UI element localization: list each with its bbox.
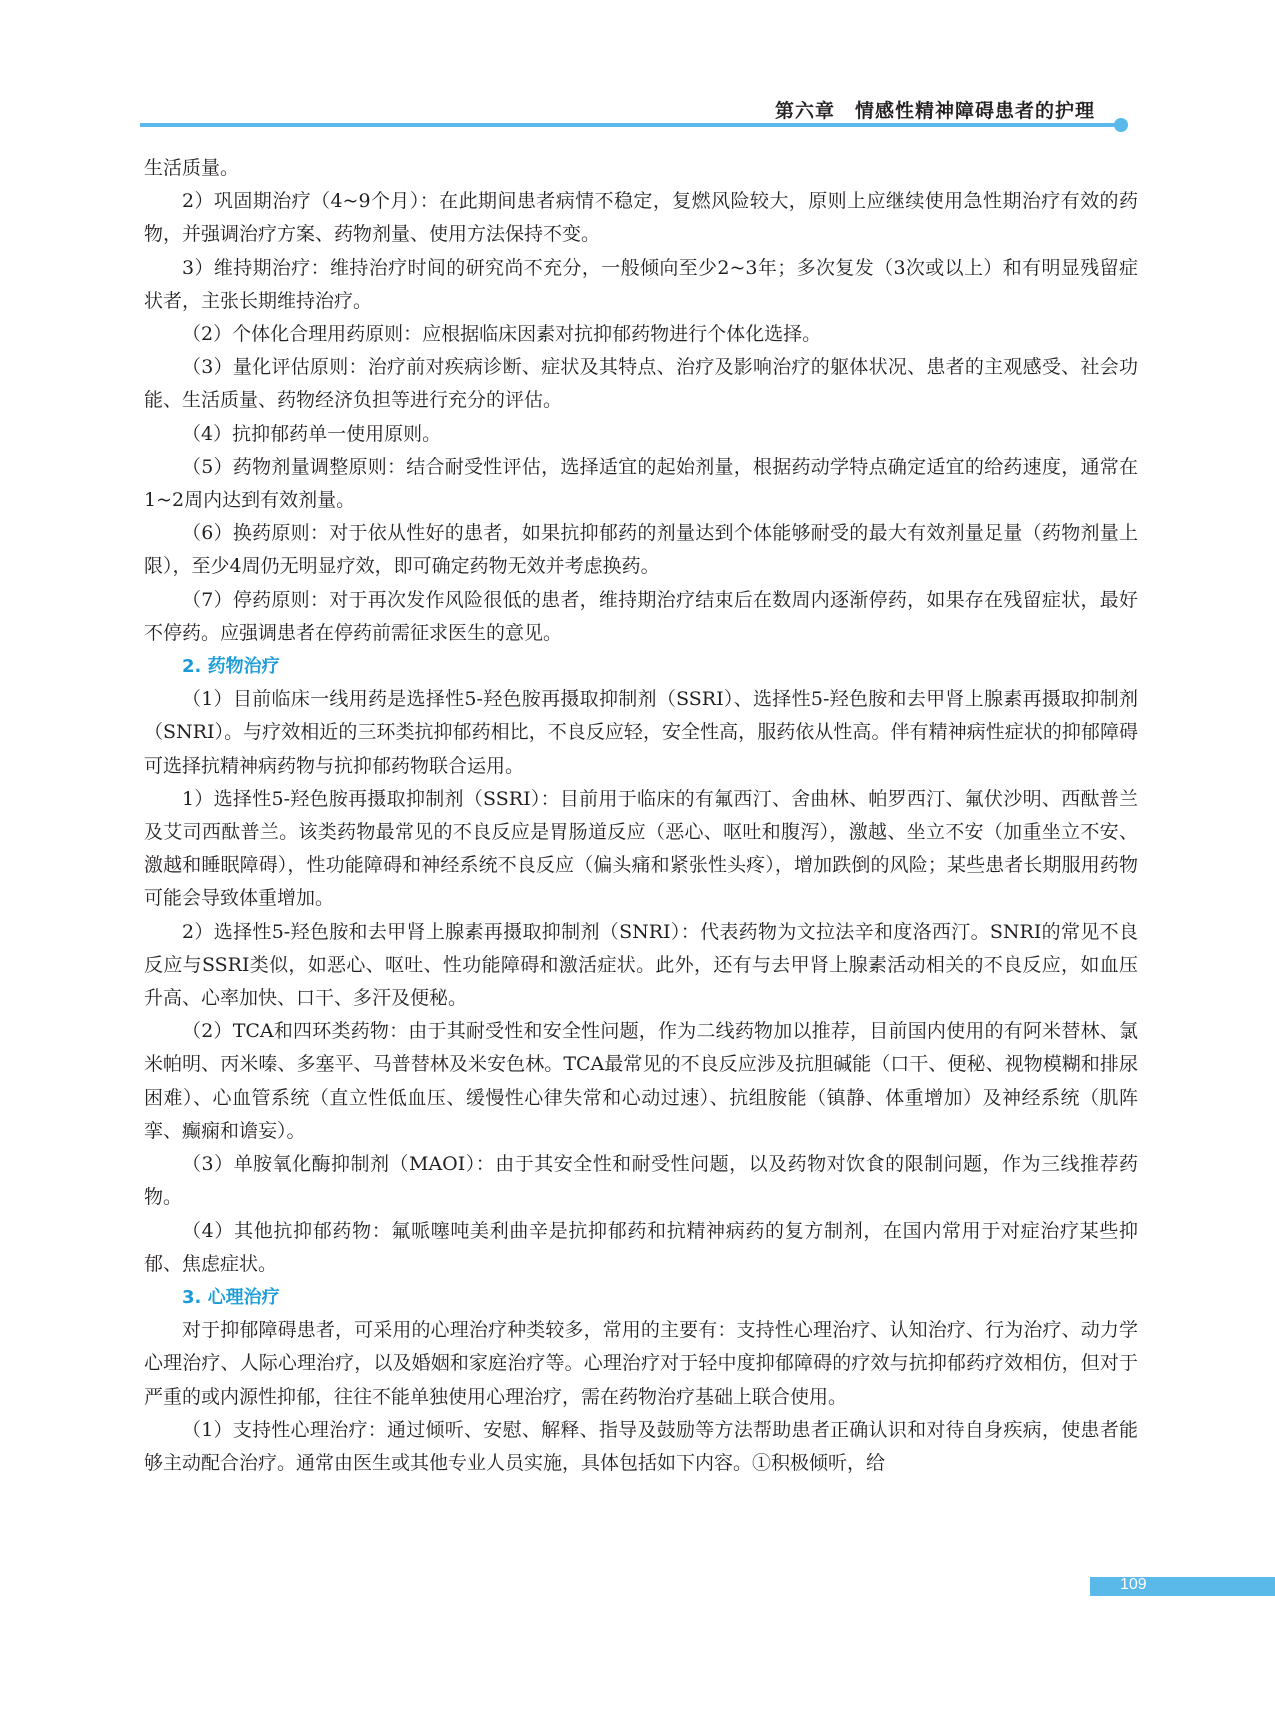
- page-number: 109: [1120, 1576, 1147, 1593]
- paragraph: （5）药物剂量调整原则：结合耐受性评估，选择适宜的起始剂量，根据药动学特点确定适宜的给药速度，通常在1~2周内达到有效剂量。: [144, 455, 1138, 512]
- paragraph: （3）量化评估原则：治疗前对疾病诊断、症状及其特点、治疗及影响治疗的躯体状况、患者的主观感受、社会功能、生活质量、药物经济负担等进行充分的评估。: [144, 356, 1138, 412]
- paragraph-continued: 生活质量。: [144, 157, 240, 179]
- paragraph: （3）单胺氧化酶抑制剂（MAOI）：由于其安全性和耐受性问题，以及药物对饮食的限制问题，作为三线推荐药物。: [144, 1153, 1138, 1209]
- header-rule: [140, 123, 1120, 127]
- paragraph: （4）抗抑郁药单一使用原则。: [182, 422, 442, 445]
- paragraph: （2）个体化合理用药原则：应根据临床因素对抗抑郁药物进行个体化选择。: [182, 323, 822, 346]
- header-dot: [1114, 118, 1128, 132]
- paragraph: 对于抑郁障碍患者，可采用的心理治疗种类较多，常用的主要有：支持性心理治疗、认知治疗、行为治疗、动力学心理治疗、人际心理治疗，以及婚姻和家庭治疗等。心理治疗对于轻中度抑郁障碍的疗效与抗抑郁药疗效相仿，但对于严重的或内源性抑郁，往往不能单独使用心理治疗，需在药物治疗基础上联合使用。: [144, 1319, 1138, 1408]
- paragraph: 2）选择性5-羟色胺和去甲肾上腺素再摄取抑制剂（SNRI）：代表药物为文拉法辛和度洛西汀。SNRI的常见不良反应与SSRI类似，如恶心、呕吐、性功能障碍和激活症状。此外，还有与去甲肾上腺素活动相关的不良反应，如血压升高、心率加快、口干、多汗及便秘。: [144, 920, 1138, 1010]
- page-number-bar: [1090, 1577, 1275, 1596]
- section-heading-drug-therapy: 2. 药物治疗: [182, 656, 280, 678]
- page-body: [144, 152, 1138, 1480]
- paragraph: （2）TCA和四环类药物：由于其耐受性和安全性问题，作为二线药物加以推荐，目前国内使用的有阿米替林、氯米帕明、丙米嗪、多塞平、马普替林及米安色林。TCA最常见的不良反应涉及抗胆碱能（口干、便秘、视物模糊和排尿困难）、心血管系统（直立性低血压、缓慢性心律失常和心动过速）、抗组胺能（镇静、体重增加）及神经系统（肌阵挛、癫痫和谵妄）。: [144, 1020, 1138, 1142]
- paragraph: （7）停药原则：对于再次发作风险很低的患者，维持期治疗结束后在数周内逐渐停药，如果存在残留症状，最好不停药。应强调患者在停药前需征求医生的意见。: [144, 588, 1138, 644]
- chapter-header-title: 第六章 情感性精神障碍患者的护理: [774, 100, 1095, 122]
- paragraph: （6）换药原则：对于依从性好的患者，如果抗抑郁药的剂量达到个体能够耐受的最大有效剂量足量（药物剂量上限），至少4周仍无明显疗效，即可确定药物无效并考虑换药。: [144, 522, 1138, 578]
- paragraph: 3）维持期治疗：维持治疗时间的研究尚不充分，一般倾向至少2~3年；多次复发（3次或以上）和有明显残留症状者，主张长期维持治疗。: [144, 256, 1138, 312]
- paragraph: （1）目前临床一线用药是选择性5-羟色胺再摄取抑制剂（SSRI）、选择性5-羟色胺和去甲肾上腺素再摄取抑制剂（SNRI）。与疗效相近的三环类抗抑郁药相比，不良反应轻，安全性高，服药依从性高。伴有精神病性症状的抑郁障碍可选择抗精神病药物与抗抑郁药物联合运用。: [144, 688, 1138, 777]
- paragraph: （4）其他抗抑郁药物：氟哌噻吨美利曲辛是抗抑郁药和抗精神病药的复方制剂，在国内常用于对症治疗某些抑郁、焦虑症状。: [144, 1219, 1138, 1275]
- section-heading-psychotherapy: 3. 心理治疗: [182, 1286, 280, 1308]
- paragraph: 2）巩固期治疗（4~9个月）：在此期间患者病情不稳定，复燃风险较大，原则上应继续使用急性期治疗有效的药物，并强调治疗方案、药物剂量、使用方法保持不变。: [144, 190, 1138, 246]
- paragraph: （1）支持性心理治疗：通过倾听、安慰、解释、指导及鼓励等方法帮助患者正确认识和对待自身疾病，使患者能够主动配合治疗。通常由医生或其他专业人员实施，具体包括如下内容。①积极倾听，给: [144, 1418, 1138, 1474]
- paragraph: 1）选择性5-羟色胺再摄取抑制剂（SSRI）：目前用于临床的有氟西汀、舍曲林、帕罗西汀、氟伏沙明、西酞普兰及艾司西酞普兰。该类药物最常见的不良反应是胃肠道反应（恶心、呕吐和腹泻），激越、坐立不安（加重坐立不安、激越和睡眠障碍），性功能障碍和神经系统不良反应（偏头痛和紧张性头疼），增加跌倒的风险；某些患者长期服用药物可能会导致体重增加。: [144, 787, 1138, 910]
